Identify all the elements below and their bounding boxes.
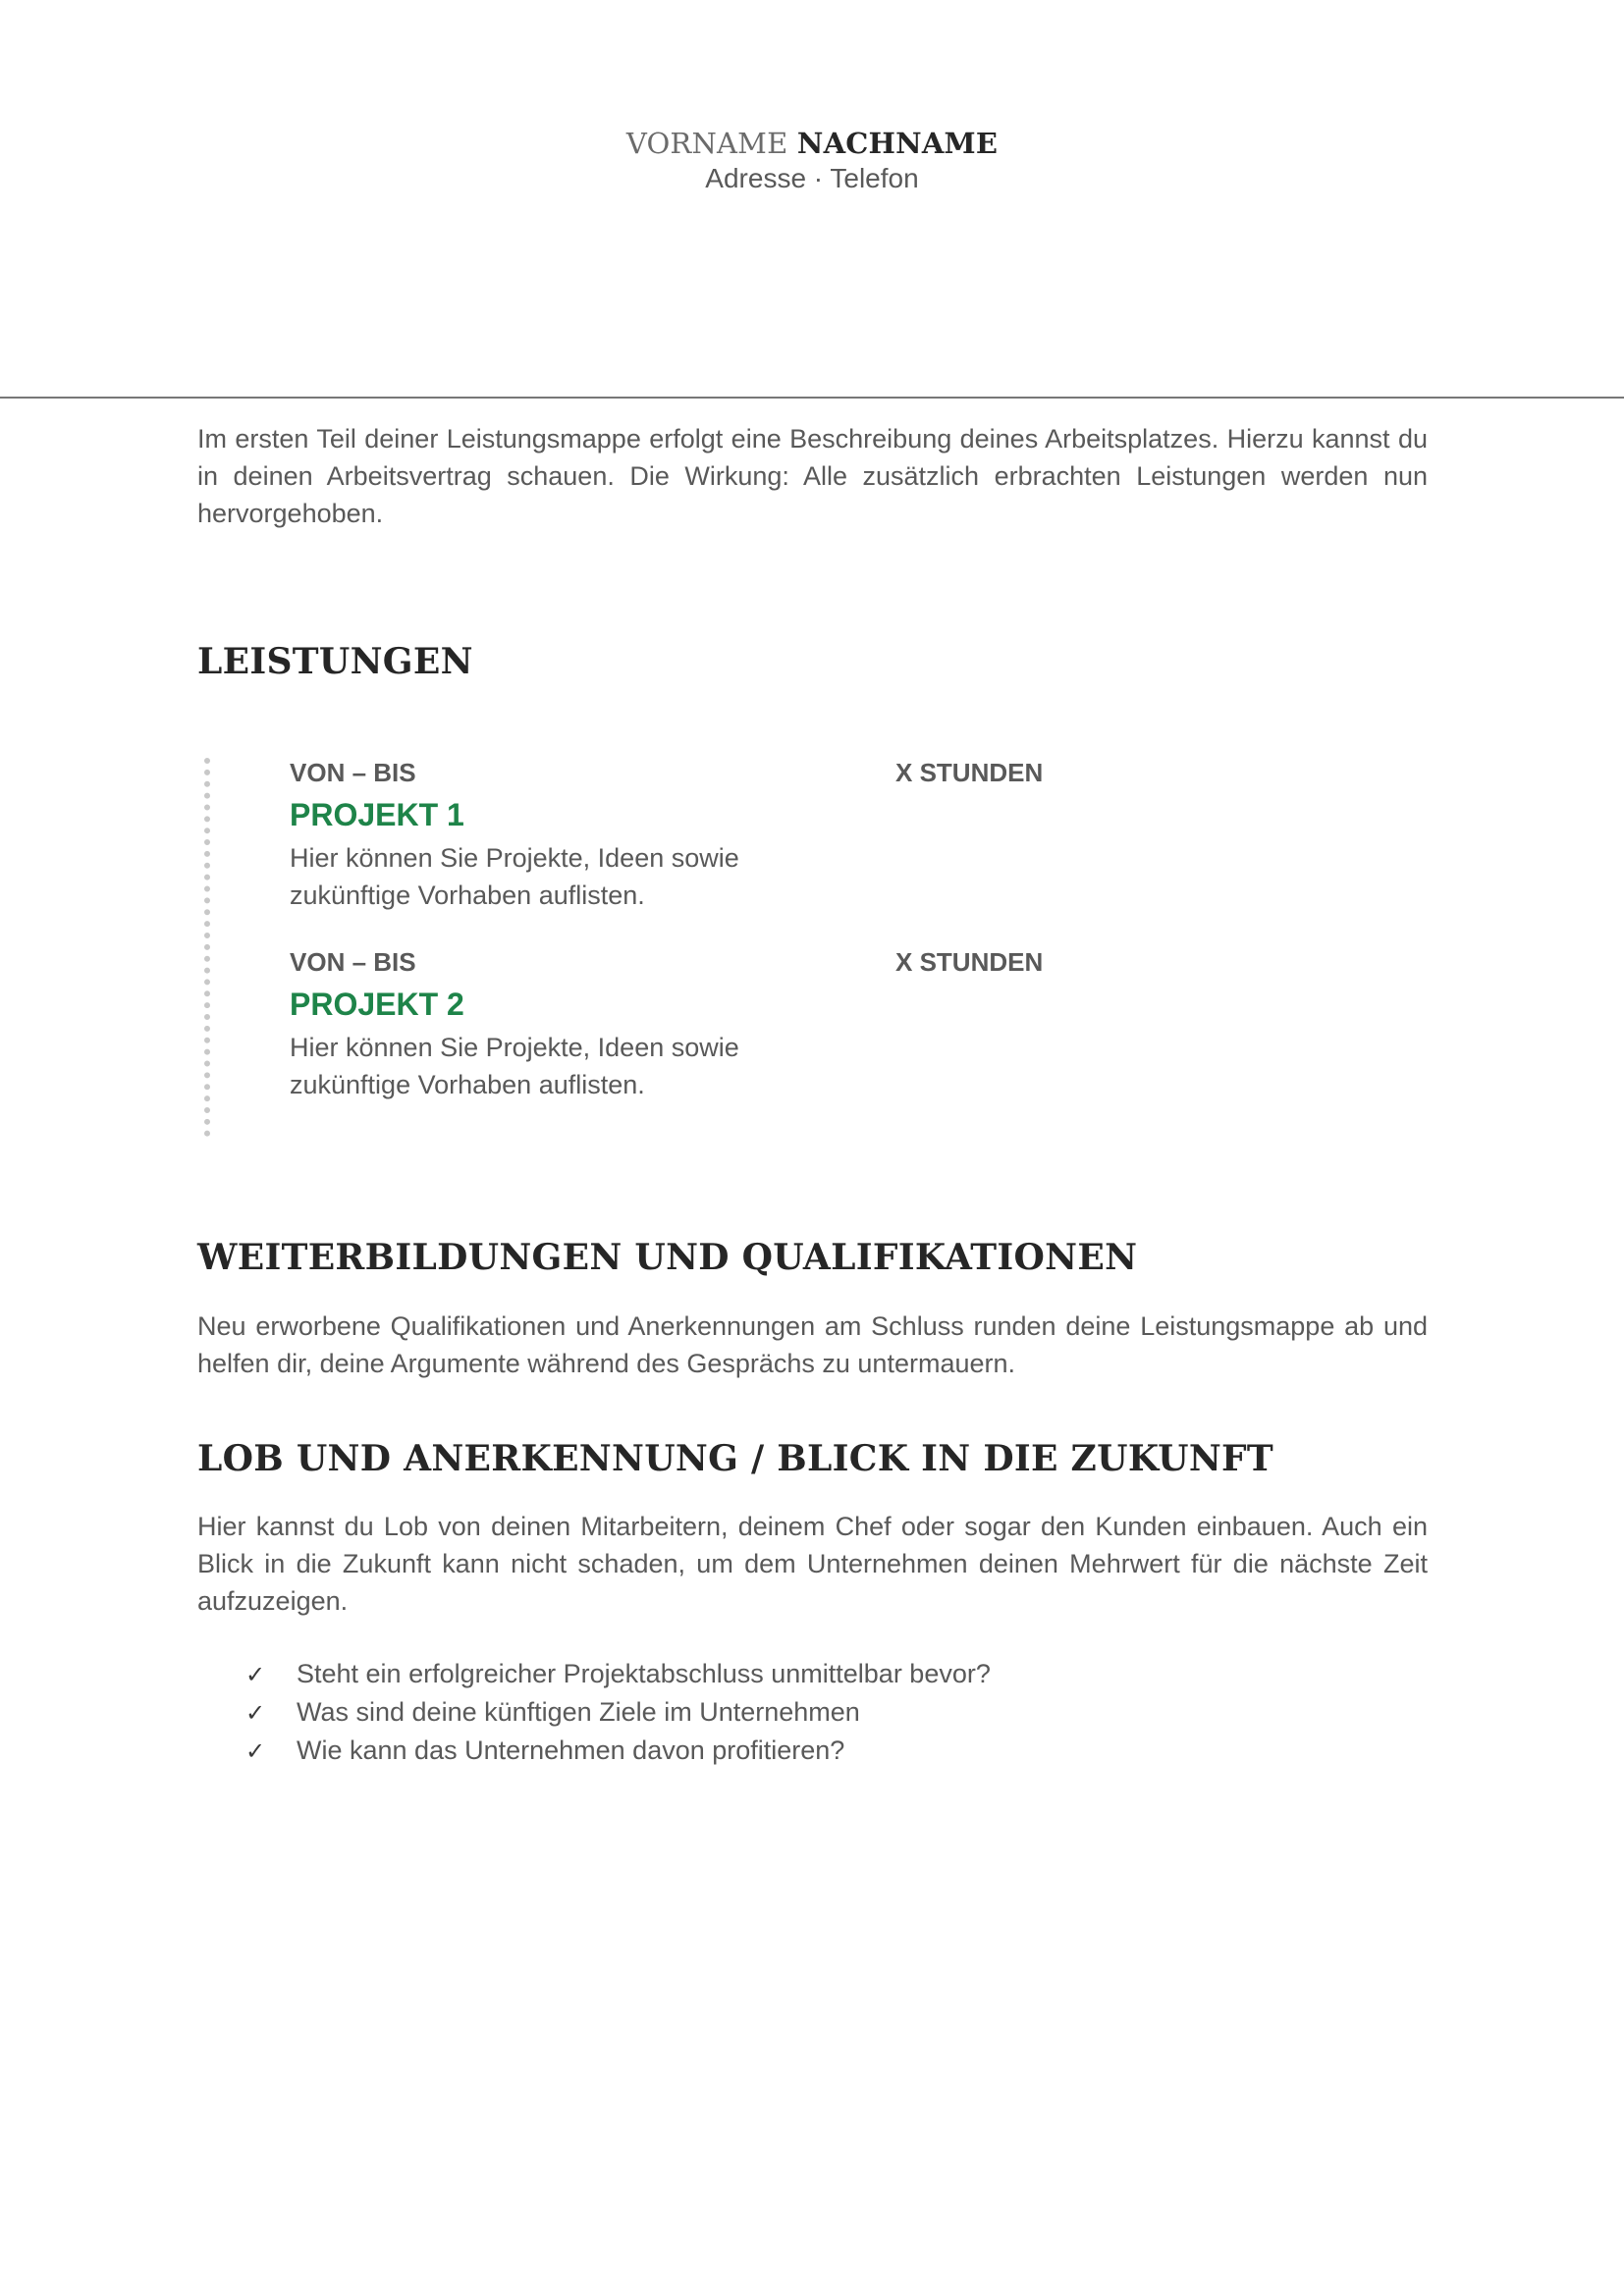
- section-heading-lob: LOB UND ANERKENNUNG / BLICK IN DIE ZUKUNFT: [197, 1438, 1273, 1479]
- checklist: [245, 1655, 991, 1770]
- list-item: [245, 1693, 991, 1732]
- project-title: PROJEKT 2: [290, 987, 464, 1022]
- section-heading-leistungen: LEISTUNGEN: [197, 641, 473, 682]
- intro-paragraph: Im ersten Teil deiner Leistungsmappe erfolgt eine Beschreibung deines Arbeitsplatzes. Hierzu kannst du in deinen Arbeitsvertrag schauen. Die Wirkung: Alle zusätzlich erbrachten Leistungen werden nun hervorgehoben.: [197, 424, 1428, 528]
- list-item-text: Was sind deine künftigen Ziele im Unternehmen: [297, 1697, 860, 1727]
- check-icon: ✓: [245, 1737, 266, 1765]
- list-item: [245, 1655, 991, 1693]
- project-title: PROJEKT 1: [290, 797, 464, 832]
- project-hours: X STUNDEN: [895, 758, 1044, 787]
- full-name: [0, 126, 1624, 161]
- lob-paragraph: Hier kannst du Lob von deinen Mitarbeitern, deinem Chef oder sogar den Kunden einbauen. Auch ein Blick in die Zukunft kann nicht schaden, um dem Unternehmen deinen Mehrwert für die nächste Zeit aufzuzeigen.: [197, 1512, 1428, 1616]
- project-description: Hier können Sie Projekte, Ideen sowie zukünftige Vorhaben auflisten.: [290, 1033, 739, 1099]
- timeline-line: [204, 758, 210, 1137]
- check-icon: ✓: [245, 1661, 266, 1688]
- section-heading-weiterbildungen: WEITERBILDUNGEN UND QUALIFIKATIONEN: [197, 1237, 1138, 1278]
- weiterbildungen-paragraph: Neu erworbene Qualifikationen und Anerkennungen am Schluss runden deine Leistungsmappe ab und helfen dir, deine Argumente während des Gesprächs zu untermauern.: [197, 1311, 1428, 1378]
- project-period: VON – BIS: [290, 947, 416, 977]
- project-hours: X STUNDEN: [895, 947, 1044, 977]
- project-period: VON – BIS: [290, 758, 416, 787]
- first-name: VORNAME: [625, 127, 788, 160]
- project-description: Hier können Sie Projekte, Ideen sowie zukünftige Vorhaben auflisten.: [290, 843, 739, 910]
- list-item-text: Wie kann das Unternehmen davon profitieren?: [297, 1735, 845, 1765]
- document-header: [0, 126, 1624, 196]
- list-item-text: Steht ein erfolgreicher Projektabschluss unmittelbar bevor?: [297, 1659, 991, 1688]
- check-icon: ✓: [245, 1699, 266, 1727]
- list-item: [245, 1732, 991, 1770]
- header-divider: [0, 397, 1624, 399]
- contact-line: Adresse · Telefon: [705, 163, 919, 193]
- last-name: NACHNAME: [796, 127, 999, 160]
